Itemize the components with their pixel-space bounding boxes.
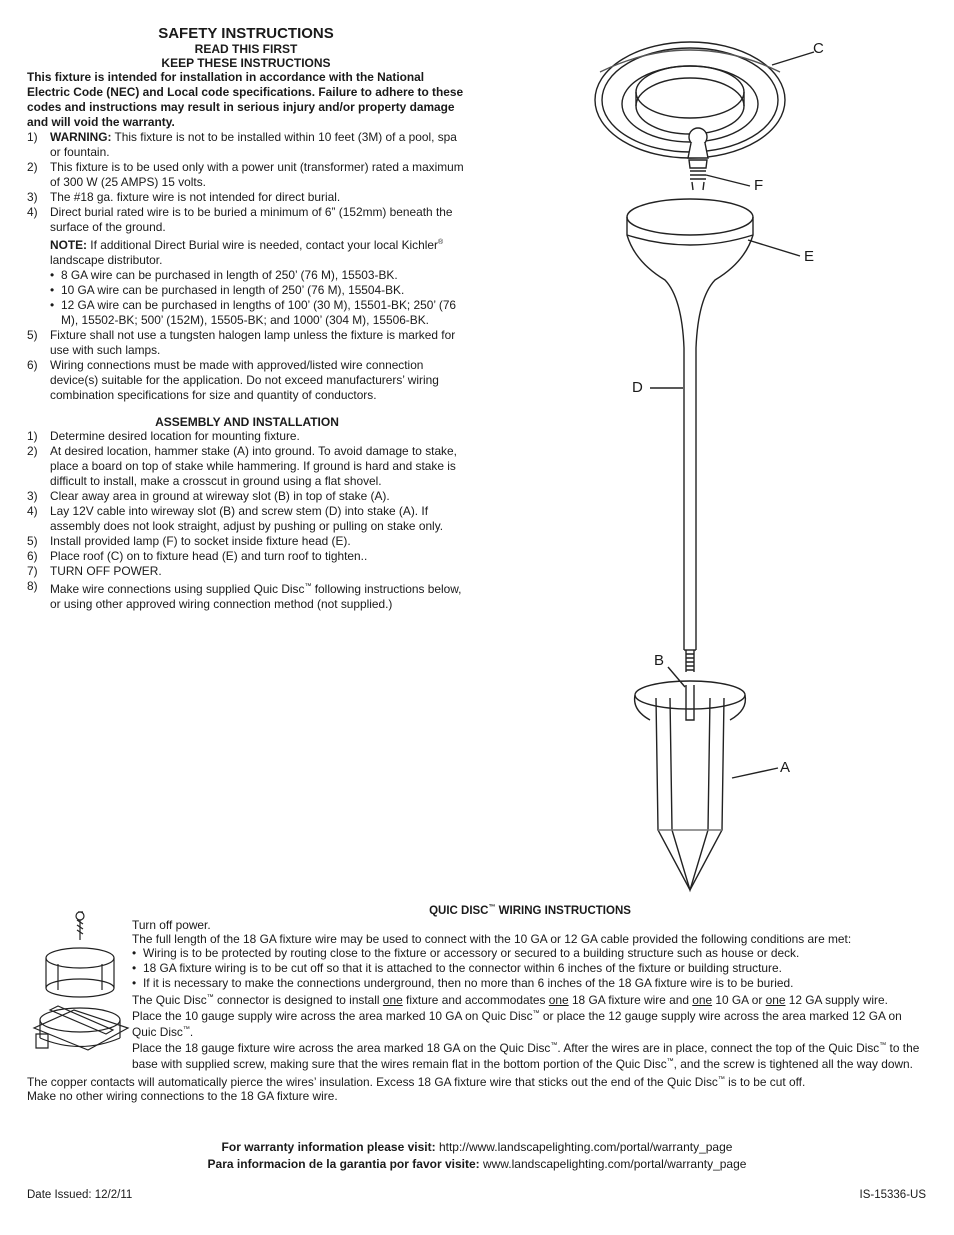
wire-bullet-2: • 10 GA wire can be purchased in length of 250’ (76 M), 15504-BK. <box>50 282 405 297</box>
quic-para-1: The Quic Disc™ connector is designed to install one fixture and accommodates one 18 GA fixture wire and one 10 GA or one 12 GA supply wire. <box>132 992 888 1007</box>
label-f: F <box>754 177 764 194</box>
quic-para-5: Make no other wiring connections to the 18 GA fixture wire. <box>27 1088 338 1103</box>
quic-disc-connector-illustration <box>28 910 138 1070</box>
assembly-step-6: 6) Place roof (C) on to fixture head (E) and turn roof to tighten.. <box>27 549 368 563</box>
quic-bullet-1: • Wiring is to be protected by routing close to the fixture or accessory or secured to a building structure such as house or deck. <box>132 946 800 960</box>
stake-a-illustration <box>635 681 746 890</box>
leader-f <box>706 175 750 186</box>
safety-intro: This fixture is intended for installation in accordance with the National Electric Code (NEC) and Local code specifications. Failure to adhere to these codes and instructions may result in serious injury and/or property damage and will void the warranty. <box>27 70 464 129</box>
quic-para-2: Place the 10 gauge supply wire across the area marked 10 GA on Quic Disc™ or place the 12 gauge supply wire across the area marked 12 GA on Quic Disc™. <box>132 1008 902 1039</box>
quic-para-3: Place the 18 gauge fixture wire across the area marked 18 GA on the Quic Disc™. After the wires are in place, connect the top of the Quic Disc™ to the base with supplied screw, making sure that the wires remain flat in the bottom portion of the Quic Disc™, and the screw is tightened all the way down. <box>132 1040 920 1071</box>
wire-bullet-1: • 8 GA wire can be purchased in length of 250’ (76 M), 15503-BK. <box>50 267 398 282</box>
assembly-step-2: 2) At desired location, hammer stake (A) into ground. To avoid damage to stake, place a board on top of stake while hammering. If ground is hard and stake is difficult to install, make a crosscut in ground using a flat shovel. <box>27 444 457 488</box>
safety-title: SAFETY INSTRUCTIONS <box>158 25 334 42</box>
stem-d-illustration <box>684 348 696 672</box>
warranty-es: Para informacion de la garantia por favor visite: www.landscapelighting.com/portal/warranty_page <box>207 1157 747 1171</box>
assembly-step-7: 7) TURN OFF POWER. <box>27 564 162 578</box>
warranty-block <box>100 1139 854 1173</box>
safety-item-2: 2) This fixture is to be used only with a power unit (transformer) rated a maximum of 300 W (25 AMPS) 15 volts. <box>27 160 464 189</box>
label-e: E <box>804 248 815 265</box>
assembly-section <box>27 415 467 612</box>
safety-subtitle-2: KEEP THESE INSTRUCTIONS <box>161 56 331 70</box>
quic-disc-title: QUIC DISC™ WIRING INSTRUCTIONS <box>429 904 631 917</box>
quic-bullet-2: • 18 GA fixture wiring is to be cut off so that it is attached to the connector within 6 inches of the fixture or building structure. <box>132 961 782 975</box>
assembly-step-3: 3) Clear away area in ground at wireway slot (B) in top of stake (A). <box>27 489 390 503</box>
assembly-step-4: 4) Lay 12V cable into wireway slot (B) and screw stem (D) into stake (A). If assembly does not look straight, adjust by pushing or pulling on stake only. <box>27 504 444 533</box>
label-a: A <box>780 759 791 776</box>
safety-item-3: 3) The #18 ga. fixture wire is not intended for direct burial. <box>27 190 341 204</box>
safety-subtitle-1: READ THIS FIRST <box>194 42 298 56</box>
label-b: B <box>654 652 665 669</box>
warranty-en-link[interactable]: http://www.landscapelighting.com/portal/warranty_page <box>435 1140 733 1154</box>
quic-bullet-3: • If it is necessary to make the connections underground, then no more than 6 inches of the 18 GA fixture wire is to be buried. <box>132 976 794 990</box>
leader-c <box>772 52 814 65</box>
safety-note: NOTE: If additional Direct Burial wire is needed, contact your local Kichler® landscape distributor. <box>50 237 444 267</box>
quic-line-1: Turn off power. <box>132 918 211 932</box>
safety-item-1: 1) WARNING: This fixture is not to be installed within 10 feet (3M) of a pool, spa or fountain. <box>27 130 457 159</box>
quic-para-4: The copper contacts will automatically pierce the wires’ insulation. Excess 18 GA fixture wire that sticks out the end of the Quic Disc™ is to be cut off. <box>27 1074 806 1089</box>
warranty-es-link[interactable]: www.landscapelighting.com/portal/warranty_page <box>479 1157 747 1171</box>
safety-item-4: 4) Direct burial rated wire is to be buried a minimum of 6” (152mm) beneath the surface of the ground. <box>27 205 453 234</box>
fixture-exploded-diagram <box>560 30 860 900</box>
leader-a <box>732 768 778 778</box>
wire-bullet-3: • 12 GA wire can be purchased in lengths of 100’ (30 M), 15501-BK; 250’ (76 M), 15502-BK; 500’ (152M), 15505-BK; and 1000’ (304 M), 15506-BK. <box>50 297 457 327</box>
label-c: C <box>813 40 824 57</box>
quic-disc-body <box>132 918 928 1071</box>
assembly-title: ASSEMBLY AND INSTALLATION <box>155 415 339 429</box>
leader-e <box>748 240 800 256</box>
safety-section <box>27 25 465 403</box>
warranty-en: For warranty information please visit: http://www.landscapelighting.com/portal/warranty_page <box>221 1140 733 1154</box>
quic-disc-footer-text <box>27 1073 927 1103</box>
quic-line-2: The full length of the 18 GA fixture wire may be used to connect with the 10 GA or 12 GA cable provided the following conditions are met: <box>132 932 852 946</box>
label-d: D <box>632 379 643 396</box>
assembly-step-5: 5) Install provided lamp (F) to socket inside fixture head (E). <box>27 534 351 548</box>
assembly-step-1: 1) Determine desired location for mounting fixture. <box>27 429 300 443</box>
assembly-step-8: 8) Make wire connections using supplied Quic Disc™ following instructions below, or using other approved wiring connection method (not supplied.) <box>27 579 462 611</box>
lamp-f-illustration <box>688 128 708 190</box>
safety-item-6: 6) Wiring connections must be made with approved/listed wire connection device(s) suitable for the application. Do not exceed manufacturers’ wiring combination specifications for size and quantity of conductors. <box>27 357 439 402</box>
fixture-head-e-illustration <box>627 199 753 348</box>
document-code: IS-15336-US <box>859 1189 926 1201</box>
safety-item-5: 5) Fixture shall not use a tungsten halogen lamp unless the fixture is marked for use with such lamps. <box>27 327 456 357</box>
date-issued: Date Issued: 12/2/11 <box>27 1189 133 1201</box>
